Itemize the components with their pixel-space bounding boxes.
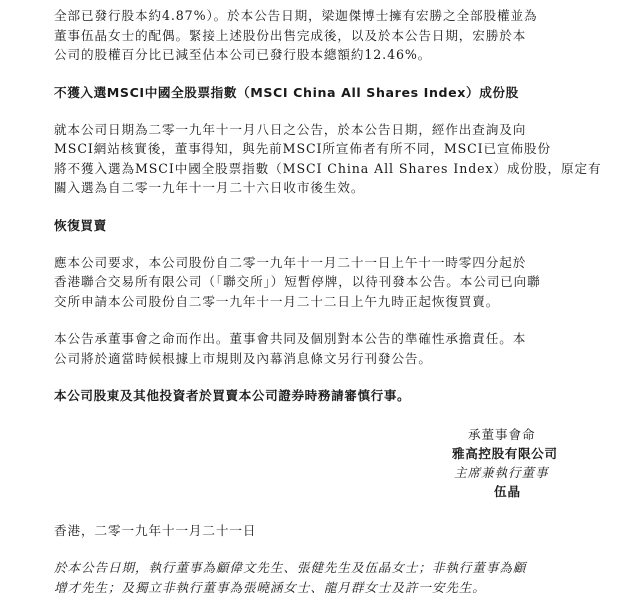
msci-line-4: 關入選為自二零一九年十一月二十六日收市後生效。 <box>54 178 604 198</box>
resume-line-2: 香港聯合交易所有限公司（「聯交所」）短暫停牌，以待刊發本公告。本公司已向聯 <box>54 272 604 292</box>
intro-line-2: 董事伍晶女士的配偶。緊接上述股份出售完成後，以及於本公告日期，宏勝於本 <box>54 26 604 46</box>
signatory-title: 主席兼執行董事 <box>452 463 602 482</box>
intro-paragraph <box>54 6 604 65</box>
msci-line-1: 就本公司日期為二零一九年十一月八日之公告，於本公告日期，經作出查詢及向 <box>54 120 604 140</box>
msci-line-2: MSCI網站核實後，董事得知，與先前MSCI所宣佈者有所不同，MSCI已宣佈股份 <box>54 139 604 159</box>
responsibility-line-1: 本公告承董事會之命而作出。董事會共同及個別對本公告的準確性承擔責任。本 <box>54 329 604 349</box>
directors-line-1: 於本公告日期，執行董事為顧偉文先生、張健先生及伍晶女士；非執行董事為顧 <box>54 558 604 578</box>
msci-paragraph <box>54 120 604 198</box>
resume-line-3: 交所申請本公司股份自二零一九年十一月二十二日上午九時正起恢復買賣。 <box>54 292 604 312</box>
directors-line-2: 增才先生；及獨立非執行董事為張曉涵女士、龍月群女士及許一安先生。 <box>54 578 604 597</box>
responsibility-paragraph <box>54 329 604 368</box>
signatory-name: 伍晶 <box>452 482 602 501</box>
resume-trading-heading: 恢復買賣 <box>54 216 604 235</box>
company-name: 雅高控股有限公司 <box>452 444 602 463</box>
resume-trading-paragraph <box>54 253 604 312</box>
resume-line-1: 應本公司要求，本公司股份自二零一九年十一月二十一日上午十一時零四分起於 <box>54 253 604 273</box>
intro-line-1: 全部已發行股本約4.87%）。於本公告日期，梁迦傑博士擁有宏勝之全部股權並為 <box>54 6 604 26</box>
by-order-of-board: 承董事會命 <box>452 425 602 444</box>
signature-block <box>452 425 602 501</box>
msci-section-heading: 不獲入選MSCI中國全股票指數（MSCI China All Shares Index）成份股 <box>54 83 604 102</box>
intro-line-3: 公司的股權百分比已減至佔本公司已發行股本總額約12.46%。 <box>54 45 604 65</box>
msci-line-3: 將不獲入選為MSCI中國全股票指數（MSCI China All Shares Index）成份股，原定有 <box>54 159 604 179</box>
directors-paragraph <box>54 558 604 597</box>
responsibility-line-2: 公司將於適當時候根據上市規則及內幕消息條文另行刊發公告。 <box>54 349 604 369</box>
caution-notice: 本公司股東及其他投資者於買賣本公司證券時務請審慎行事。 <box>54 386 604 405</box>
dateline: 香港，二零一九年十一月二十一日 <box>54 521 604 540</box>
